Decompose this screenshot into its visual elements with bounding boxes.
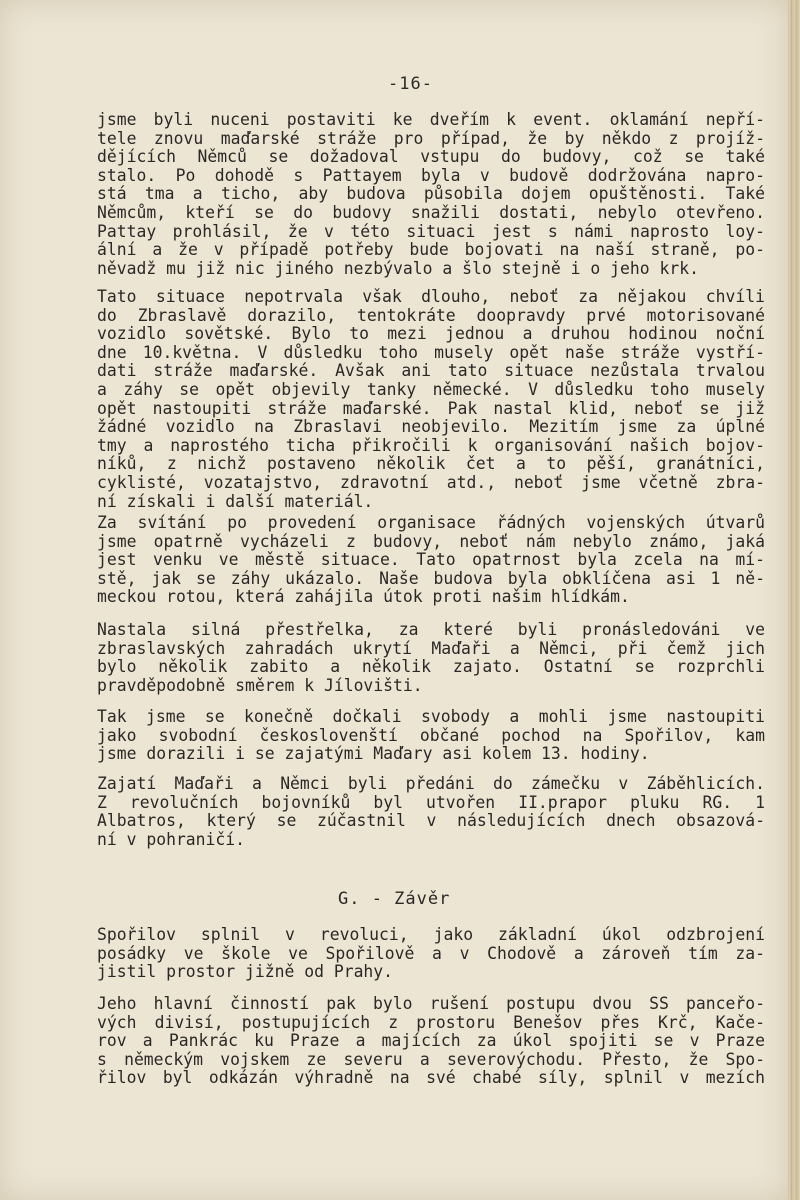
paragraph-2 <box>97 288 765 511</box>
text-line: Z revolučních bojovníků byl utvořen II.prapor pluku RG. 1 <box>97 792 765 812</box>
text-line: a záhy se opět objevily tanky německé. V důsledku toho musely <box>97 379 765 399</box>
text-line: ní získali i další materiál. <box>97 491 374 511</box>
text-line: jsme opatrně vycházeli z budovy, neboť nám nebylo známo, jaká <box>97 531 765 551</box>
text-line: posádky ve škole ve Spořilově a v Chodově a zároveň tím za- <box>97 943 765 963</box>
section-heading: G. - Závěr <box>338 889 451 909</box>
text-line: stalo. Po dohodě s Pattayem byla v budově dodržována napro- <box>97 165 765 185</box>
text-line: zbraslavských zahradách ukrytí Maďaři a Němci, při čemž jich <box>97 638 765 658</box>
text-line: stě, jak se záhy ukázalo. Naše budova byla obklíčena asi 1 ně- <box>97 568 765 588</box>
closing-paragraph-1 <box>97 926 765 982</box>
text-line: cyklisté, vozatajstvo, zdravotní atd., neboť jsme včetně zbra- <box>97 472 765 492</box>
text-line: řilov byl odkázán výhradně na své chabé síly, splnil v mezích <box>97 1068 765 1088</box>
paragraph-5 <box>97 708 765 764</box>
text-line: bylo několik zabito a několik zajato. Ostatní se rozprchli <box>97 657 765 677</box>
text-line: vých divisí, postupujících z prostoru Benešov přes Krč, Kače- <box>97 1012 765 1032</box>
text-line: do Zbraslavě dorazilo, tentokráte doopravdy prvé motorisované <box>97 305 765 325</box>
text-line: Tato situace nepotrvala však dlouho, neboť za nějakou chvíli <box>97 287 765 306</box>
paragraph-3 <box>97 514 765 607</box>
text-line: jako svobodní českoslovenští občané pochod na Spořilov, kam <box>97 725 765 745</box>
text-line: ní v pohraničí. <box>97 829 246 849</box>
text-line: Nastala silná přestřelka, za které byli pronásledováni ve <box>97 620 765 639</box>
text-line: opět nastoupiti stráže maďarské. Pak nastal klid, neboť se již <box>97 398 765 418</box>
text-line: Jeho hlavní činností pak bylo rušení postupu dvou SS panceřo- <box>97 994 765 1013</box>
text-line: rov a Pankrác ku Praze a majících za úkol spojiti se v Praze <box>97 1031 765 1051</box>
paragraph-1 <box>97 111 765 278</box>
text-line: něvadž mu již nic jiného nezbývalo a šlo stejně i o jeho krk. <box>97 258 699 278</box>
text-line: Tak jsme se konečně dočkali svobody a mohli jsme nastoupiti <box>97 707 765 726</box>
text-line: Spořilov splnil v revoluci, jako základní úkol odzbrojení <box>97 925 765 944</box>
text-line: Pattay prohlásil, že v této situaci jest s námi naprosto loy- <box>97 221 765 241</box>
text-line: Albatros, který se zúčastnil v následujících dnech obsazová- <box>97 811 765 831</box>
text-line: meckou rotou, která zahájila útok proti našim hlídkám. <box>97 587 630 607</box>
text-line: jest venku ve městě situace. Tato opatrnost byla zcela na mí- <box>97 550 765 570</box>
text-line: vozidlo sovětské. Bylo to mezi jednou a druhou hodinou noční <box>97 324 765 344</box>
text-line: s německým vojskem ze severu a severovýchodu. Přesto, že Spo- <box>97 1049 765 1069</box>
text-line: níků, z nichž postaveno několik čet a to pěší, granátníci, <box>97 454 765 474</box>
text-line: dne 10.května. V důsledku toho musely opět naše stráže vystří- <box>97 342 765 362</box>
text-line: jsme byli nuceni postaviti ke dveřím k event. oklamání nepří- <box>97 110 765 129</box>
paragraph-4 <box>97 621 765 695</box>
text-line: dati stráže maďarské. Avšak ani tato situace nezůstala trvalou <box>97 361 765 381</box>
text-line: pravděpodobně směrem k Jílovišti. <box>97 675 423 695</box>
text-line: žádné vozidlo na Zbraslavi neobjevilo. Mezitím jsme za úplné <box>97 417 765 437</box>
text-line: Zajatí Maďaři a Němci byli předáni do zámečku v Záběhlicích. <box>97 774 765 793</box>
text-line: jsme dorazili i se zajatými Maďary asi kolem 13. hodiny. <box>97 744 650 764</box>
text-line: tmy a naprostého ticha přikročili k organisování našich bojov- <box>97 435 765 455</box>
text-line: jistil prostor jižně od Prahy. <box>97 962 394 982</box>
text-line: ální a že v případě potřeby bude bojovati na naší straně, po- <box>97 240 765 260</box>
text-line: Za svítání po provedení organisace řádných vojenských útvarů <box>97 513 765 532</box>
paragraph-6 <box>97 775 765 849</box>
closing-paragraph-2 <box>97 995 765 1088</box>
text-line: dějících Němců se dožadoval vstupu do budovy, což se také <box>97 147 765 167</box>
text-line: stá tma a ticho, aby budova působila dojem opuštěnosti. Také <box>97 184 765 204</box>
page-number: -16- <box>388 74 433 94</box>
text-line: tele znovu maďarské stráže pro případ, že by někdo z projíž- <box>97 128 765 148</box>
text-line: Němcům, kteří se do budovy snažili dostati, nebylo otevřeno. <box>97 202 765 222</box>
